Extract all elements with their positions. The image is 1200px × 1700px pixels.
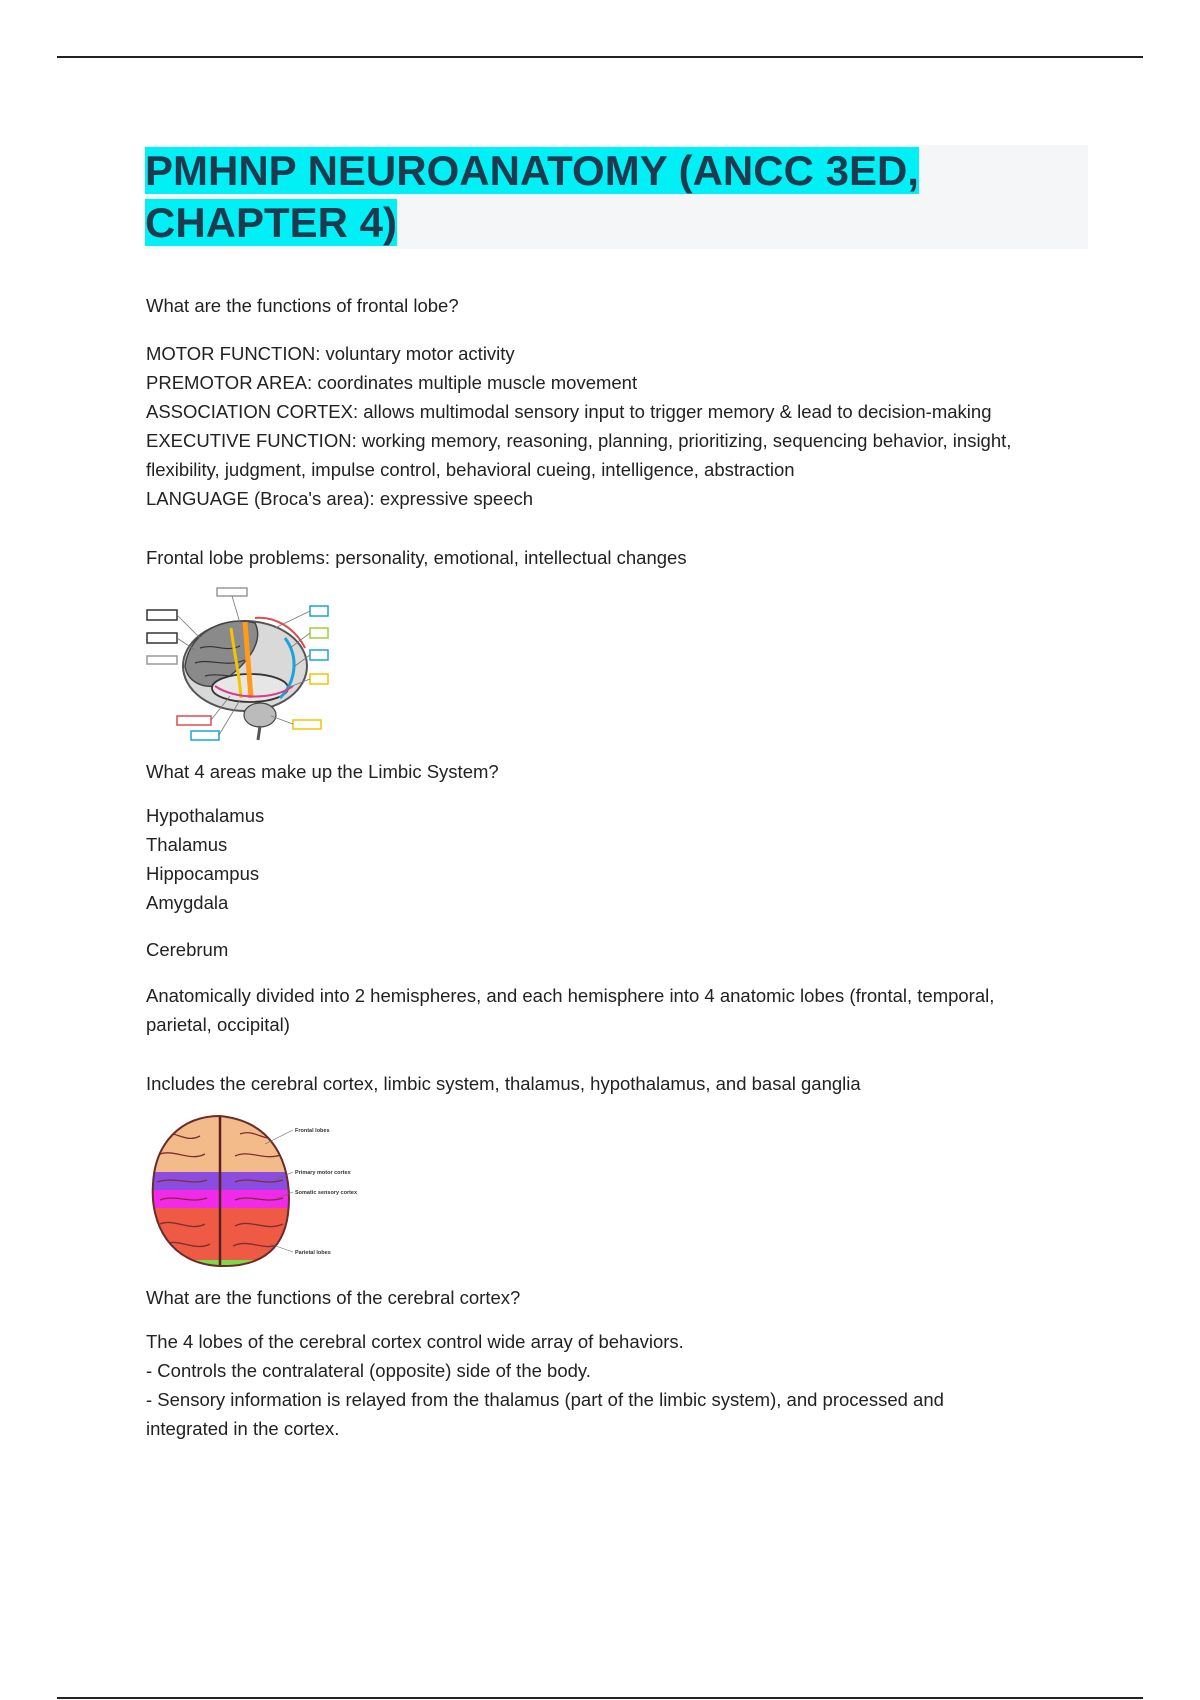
list-item: Hypothalamus [146, 805, 265, 826]
label-primary-motor-cortex: Primary motor cortex [295, 1170, 351, 1176]
title-line-2: CHAPTER 4) [145, 199, 398, 246]
label-somatic-sensory-cortex: Somatic sensory cortex [295, 1190, 358, 1196]
question-text: What are the functions of the cerebral cortex? [146, 1287, 521, 1308]
label-frontal-lobes: Frontal lobes [295, 1128, 330, 1134]
brain-lobes [145, 1114, 295, 1270]
answer-line: parietal, occipital) [146, 1014, 290, 1035]
top-rule [57, 56, 1143, 58]
label-parietal-lobes: Parietal lobes [295, 1250, 331, 1256]
brain-top-lobes-diagram-icon [145, 1114, 358, 1269]
question-limbic-system [146, 757, 1096, 786]
answer-line: - Sensory information is relayed from the thalamus (part of the limbic system), and processed and [146, 1389, 944, 1410]
question-text: What 4 areas make up the Limbic System? [146, 761, 499, 782]
title-box [145, 145, 1088, 249]
answer-line: PREMOTOR AREA: coordinates multiple muscle movement [146, 372, 638, 393]
list-item: Hippocampus [146, 863, 260, 884]
bottom-rule [57, 1697, 1143, 1699]
note-text: Frontal lobe problems: personality, emotional, intellectual changes [146, 547, 687, 568]
answer-cerebral-cortex [146, 1327, 1096, 1443]
page-title [145, 145, 1088, 249]
answer-cerebrum [146, 981, 1096, 1039]
answer-line: integrated in the cortex. [146, 1418, 340, 1439]
question-cerebral-cortex [146, 1283, 1096, 1312]
answer-line: MOTOR FUNCTION: voluntary motor activity [146, 343, 515, 364]
lobe-labels [295, 1128, 358, 1256]
question-text: What are the functions of frontal lobe? [146, 295, 459, 316]
cerebrum-note [146, 1069, 1096, 1098]
answer-line: Anatomically divided into 2 hemispheres, and each hemisphere into 4 anatomic lobes (frontal, temporal, [146, 985, 995, 1006]
question-text: Cerebrum [146, 939, 229, 960]
title-line-1: PMHNP NEUROANATOMY (ANCC 3ED, [145, 147, 919, 194]
answer-limbic-system [146, 801, 1096, 917]
answer-line: flexibility, judgment, impulse control, behavioral cueing, intelligence, abstraction [146, 459, 795, 480]
answer-line: ASSOCIATION CORTEX: allows multimodal sensory input to trigger memory & lead to decision-making [146, 401, 992, 422]
brain-lateral-diagram-icon [145, 588, 330, 743]
answer-line: The 4 lobes of the cerebral cortex control wide array of behaviors. [146, 1331, 684, 1352]
question-cerebrum [146, 935, 1096, 964]
question-frontal-lobe [146, 291, 1096, 320]
note-text: Includes the cerebral cortex, limbic system, thalamus, hypothalamus, and basal ganglia [146, 1073, 861, 1094]
answer-line: LANGUAGE (Broca's area): expressive speech [146, 488, 534, 509]
frontal-lobe-note [146, 543, 1096, 572]
list-item: Thalamus [146, 834, 228, 855]
answer-line: - Controls the contralateral (opposite) side of the body. [146, 1360, 591, 1381]
list-item: Amygdala [146, 892, 229, 913]
answer-line: EXECUTIVE FUNCTION: working memory, reasoning, planning, prioritizing, sequencing behavior, insight, [146, 430, 1012, 451]
answer-frontal-lobe [146, 339, 1096, 513]
